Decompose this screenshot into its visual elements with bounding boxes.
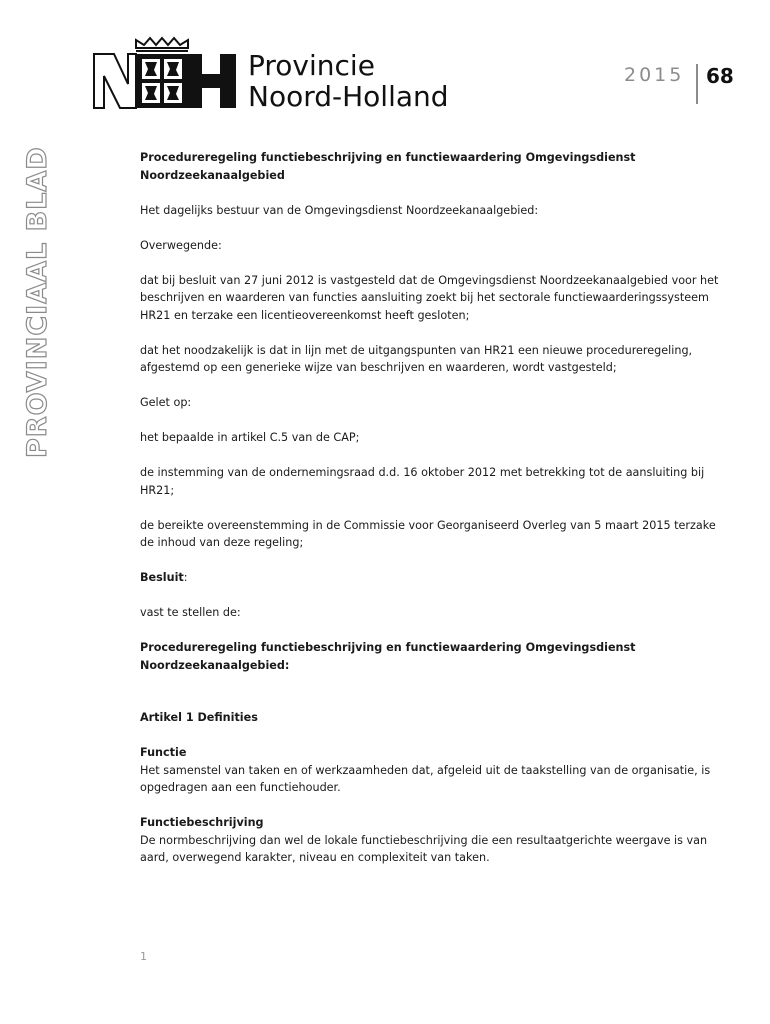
document-body (140, 149, 730, 884)
having-regard-paragraph: de bereikte overeenstemming in de Commissie voor Georganiseerd Overleg van 5 maart 2015 terzake de inhoud van deze regeling; (140, 518, 716, 549)
decides-text: vast te stellen de: (140, 606, 241, 619)
definition-term: Functiebeschrijving (140, 816, 264, 829)
province-logo (92, 36, 238, 110)
organization-name (248, 50, 449, 112)
decides-line (140, 569, 730, 587)
header-divider (696, 64, 698, 104)
having-regard-paragraph: het bepaalde in artikel C.5 van de CAP; (140, 431, 360, 444)
considering-paragraph: dat bij besluit van 27 juni 2012 is vastgesteld dat de Omgevingsdienst Noordzeekanaalgebied voor het beschrijven en waarderen van functies aansluiting zoekt bij het sectorale functiewaarderingssysteem HR21 en terzake een licentieovereenkomst heeft gesloten; (140, 273, 719, 322)
article-heading: Artikel 1 Definities (140, 711, 258, 724)
definition-text: De normbeschrijving dan wel de lokale functiebeschrijving die een resultaatgerichte weergave is van aard, overwegend karakter, niveau en complexiteit van taken. (140, 833, 708, 864)
side-label: PROVINCIAAL BLAD (22, 146, 53, 458)
organization-name-line2: Noord-Holland (248, 80, 449, 113)
definition-item (140, 814, 730, 867)
definition-term: Functie (140, 746, 187, 759)
having-regard-label: Gelet op: (140, 396, 192, 409)
definition-text: Het samenstel van taken en of werkzaamheden dat, afgeleid uit de taakstelling van de organisatie, is opgedragen aan een functiehouder. (140, 763, 711, 794)
regulation-title: Procedureregeling functiebeschrijving en functiewaardering Omgevingsdienst Noordzeekanaalgebied: (140, 641, 636, 672)
considering-label: Overwegende: (140, 238, 222, 252)
document-title: Procedureregeling functiebeschrijving en functiewaardering Omgevingsdienst Noordzeekanaalgebied (140, 151, 636, 182)
page-number: 1 (140, 950, 147, 963)
considering-paragraph: dat het noodzakelijk is dat in lijn met de uitgangspunten van HR21 een nieuwe procedureregeling, afgestemd op een generieke wijze van beschrijven en waarderen, wordt vastgesteld; (140, 343, 693, 374)
issue-number: 68 (706, 64, 734, 88)
having-regard-paragraph: de instemming van de ondernemingsraad d.d. 16 oktober 2012 met betrekking tot de aansluiting bij HR21; (140, 466, 705, 497)
decides-colon: : (183, 571, 188, 584)
publication-year: 2015 (624, 64, 685, 86)
organization-name-line1: Provincie (248, 49, 375, 82)
decides-label: Besluit (140, 571, 184, 584)
intro-paragraph: Het dagelijks bestuur van de Omgevingsdienst Noordzeekanaalgebied: (140, 203, 539, 217)
definition-item (140, 744, 730, 797)
